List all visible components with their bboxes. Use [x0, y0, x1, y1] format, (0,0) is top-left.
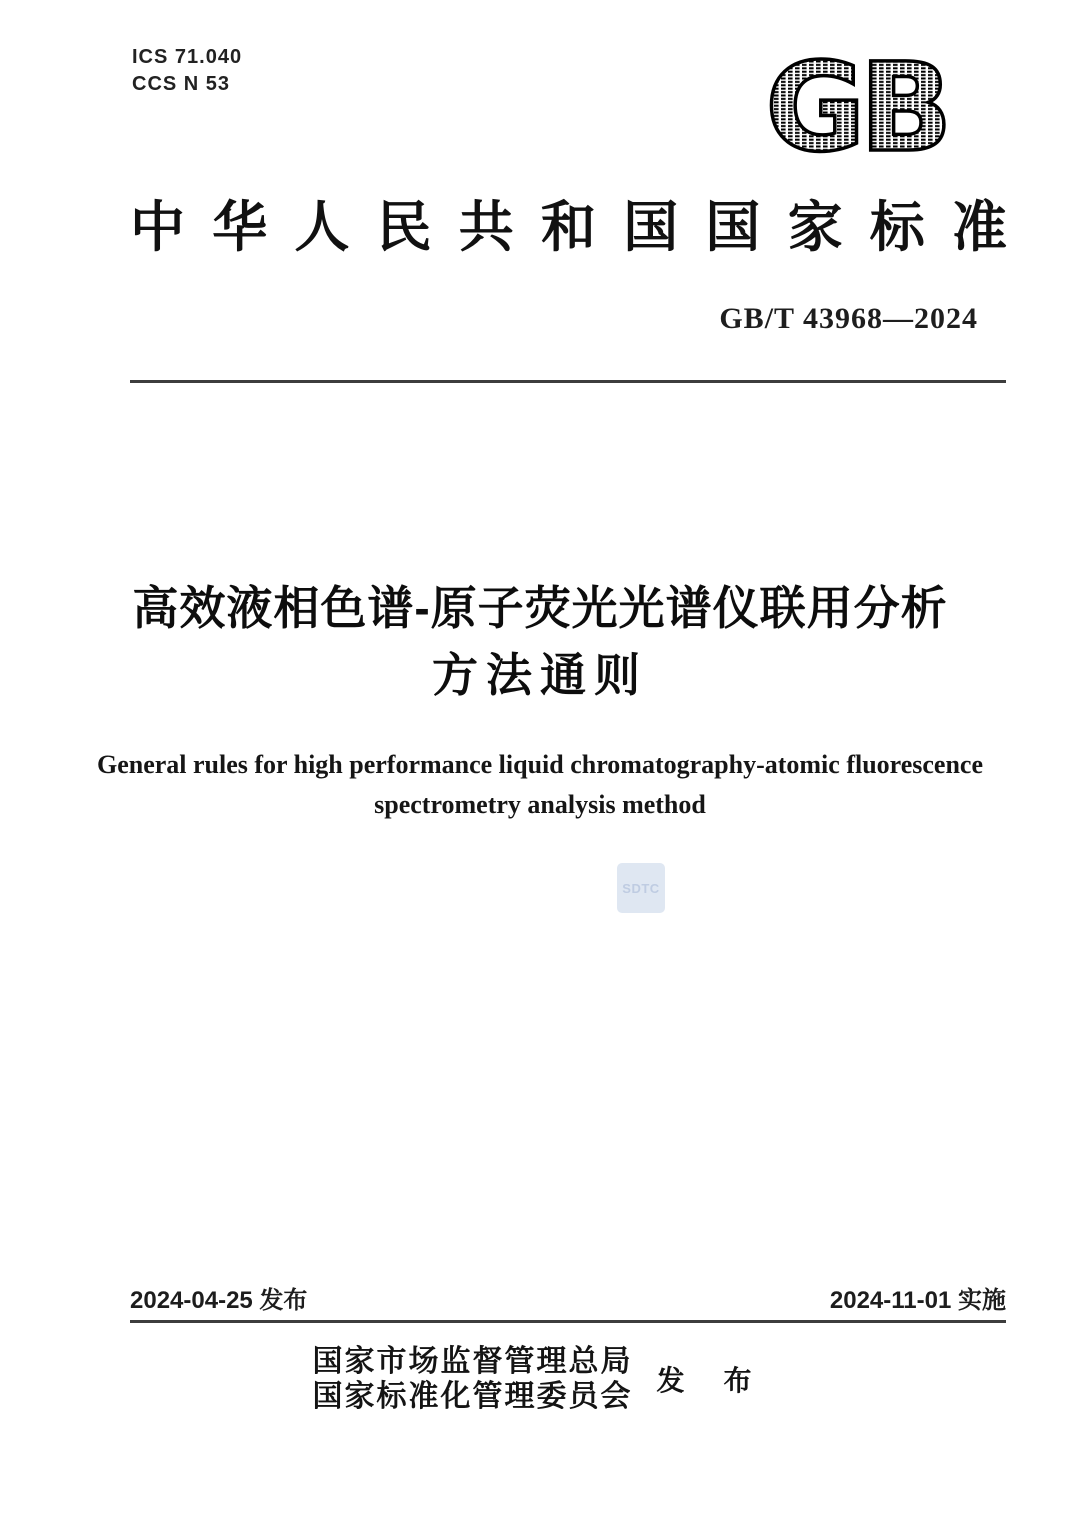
issue-date: 2024-04-25 发布	[130, 1287, 308, 1314]
national-standard-header: 中华人民共和国国家标准	[130, 197, 1007, 258]
dates-row	[130, 1286, 1006, 1316]
classification-codes	[132, 44, 242, 98]
title-chinese-line1: 高效液相色谱-原子荧光光谱仪联用分析	[132, 582, 948, 634]
title-english-line2: spectrometry analysis method	[374, 790, 706, 819]
ics-code: ICS 71.040	[132, 46, 243, 68]
publisher-block	[0, 1344, 1080, 1414]
publish-label: 发 布	[656, 1366, 768, 1397]
standard-number: GB/T 43968—2024	[719, 302, 978, 335]
gb-logo-text: GB	[765, 37, 947, 168]
publisher-line2: 国家标准化管理委员会	[312, 1380, 633, 1413]
gb-logo-icon	[746, 36, 966, 168]
watermark-badge: SDTC	[617, 863, 665, 913]
implementation-date: 2024-11-01 实施	[829, 1287, 1006, 1314]
publisher-names	[312, 1344, 632, 1414]
header-divider-line	[130, 380, 1006, 383]
title-english-line1: General rules for high performance liquid chromatography-atomic fluorescence	[96, 750, 984, 779]
gb-logo	[746, 36, 966, 168]
publisher-line1: 国家市场监督管理总局	[312, 1345, 633, 1378]
title-chinese-line2: 方法通则	[432, 649, 648, 701]
ccs-code: CCS N 53	[132, 73, 231, 95]
footer-divider-line	[130, 1320, 1006, 1323]
